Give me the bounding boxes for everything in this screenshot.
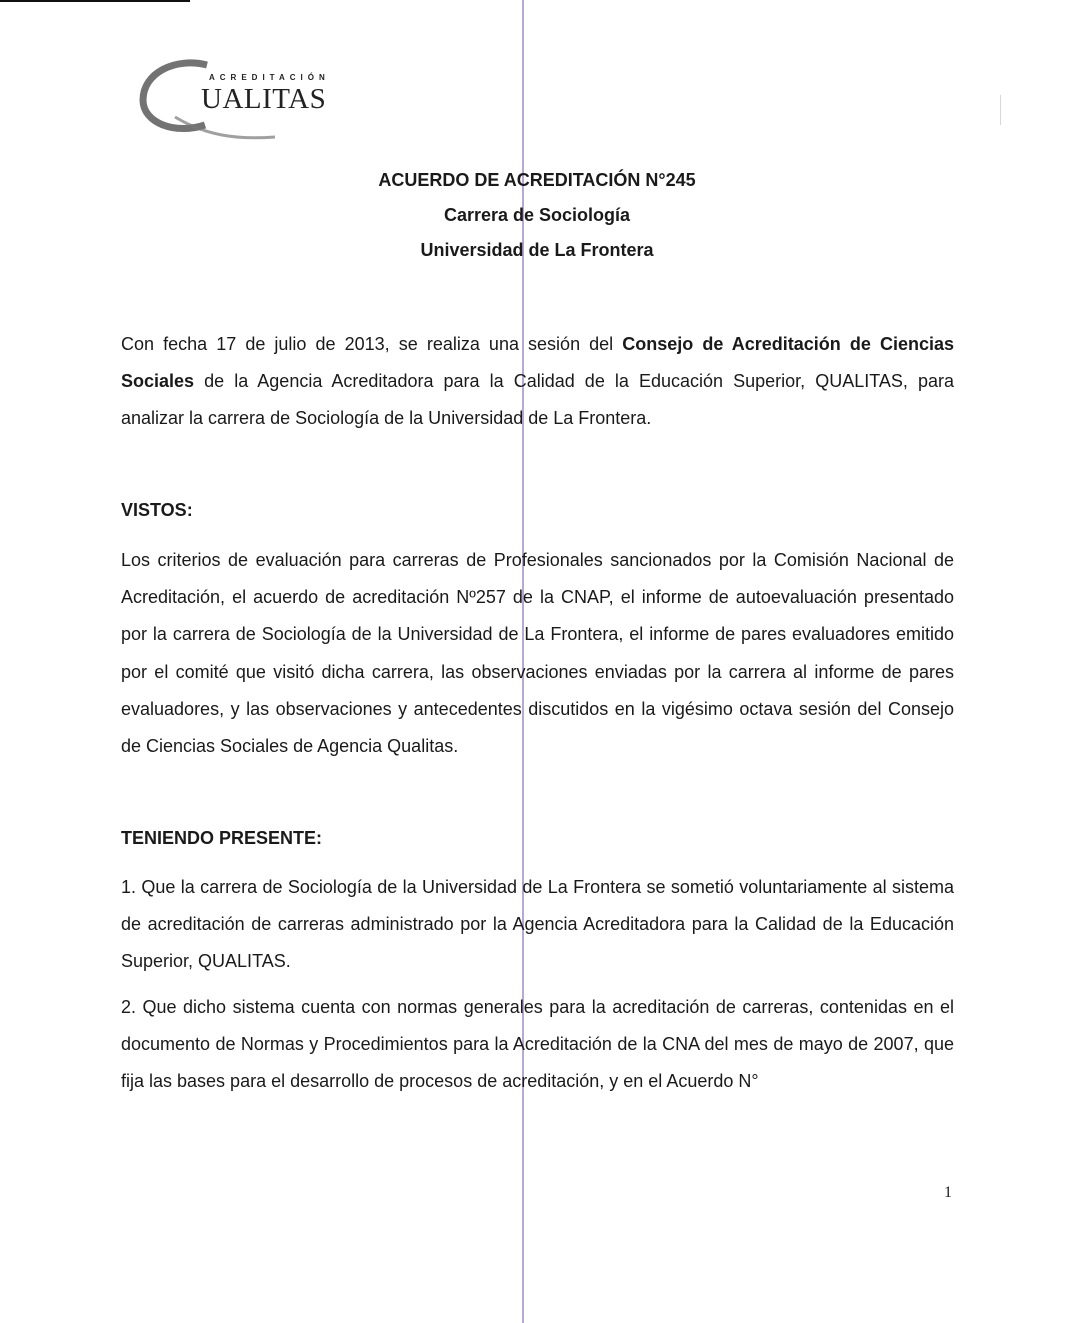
document-subtitle-university: Universidad de La Frontera [420, 240, 654, 260]
qualitas-logo [135, 55, 335, 155]
intro-text-2: de la Agencia Acreditadora para la Calidad de la Educación Superior, QUALITAS, para analizar la carrera de Sociología de la Universidad de La Frontera. [121, 371, 954, 429]
vistos-paragraph: Los criterios de evaluación para carreras de Profesionales sancionados por la Comisión Nacional de Acreditación, el acuerdo de acreditación Nº257 de la CNAP, el informe de autoevaluación presentado por la carrera de Sociología de la Universidad de La Frontera, el informe de pares evaluadores emitido por el comité que visitó dicha carrera, las observaciones enviadas por la carrera al informe de pares evaluadores, y las observaciones y antecedentes discutidos en la vigésimo octava sesión del Consejo de Ciencias Sociales de Agencia Qualitas. [121, 550, 954, 757]
document-title: ACUERDO DE ACREDITACIÓN N°245 [378, 170, 696, 190]
intro-text-1: Con fecha 17 de julio de 2013, se realiza una sesión del [121, 334, 623, 354]
teniendo-item-2: 2. Que dicho sistema cuenta con normas generales para la acreditación de carreras, contenidas en el documento de Normas y Procedimientos para la Acreditación de la CNA del mes de mayo de 2007, que fija las bases para el desarrollo de procesos de acreditación, y en el Acuerdo N° [121, 997, 954, 1092]
logo-small-text: ACREDITACIÓN [209, 73, 330, 82]
scan-artifact-mark [1000, 95, 1001, 125]
document-subtitle-career: Carrera de Sociología [443, 205, 631, 225]
intro-paragraph [121, 326, 954, 438]
teniendo-item-1: 1. Que la carrera de Sociología de la Universidad de La Frontera se sometió voluntariamente al sistema de acreditación de carreras administrado por la Agencia Acreditadora para la Calidad de la Educación Superior, QUALITAS. [121, 877, 954, 972]
top-edge-line [0, 0, 190, 2]
intro-council-name: Consejo de Acreditación de Ciencias Sociales [121, 334, 955, 392]
section-heading-vistos: VISTOS: [121, 500, 193, 520]
logo-main-text: UALITAS [201, 83, 327, 115]
page-number: 1 [944, 1184, 952, 1201]
section-heading-teniendo: TENIENDO PRESENTE: [121, 828, 323, 848]
